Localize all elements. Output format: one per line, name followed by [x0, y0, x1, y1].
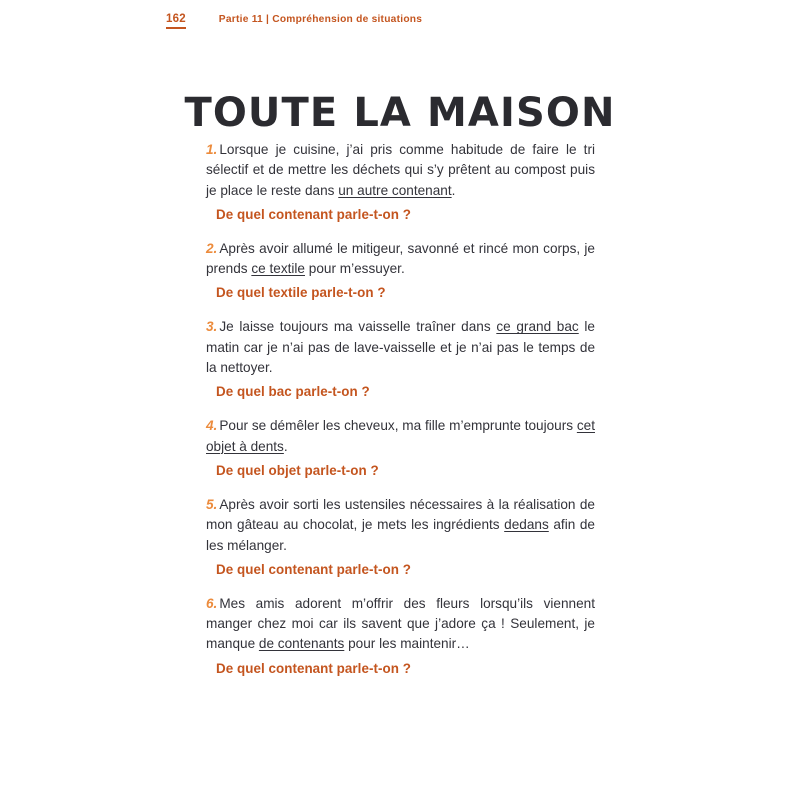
exercise-statement [206, 239, 595, 280]
statement-blank: un autre contenant [338, 182, 452, 198]
statement-text-before: Pour se démêler les cheveux, ma fille m’emprunte toujours [219, 418, 577, 434]
exercise-number: 1. [206, 142, 218, 157]
statement-blank: cet objet à dents [206, 418, 595, 454]
section-label: Partie 11 | Compréhension de situations [218, 14, 423, 25]
exercise-number: 3. [206, 319, 218, 335]
exercise-number: 2. [206, 240, 218, 256]
running-header [166, 14, 422, 29]
exercise-item [206, 140, 595, 224]
statement-text-after: pour m’essuyer. [305, 261, 405, 277]
statement-text-after: pour les maintenir… [344, 636, 470, 652]
exercise-prompt: De quel contenant parle-t-on ? [216, 206, 411, 222]
statement-text-after: le matin car je n’ai pas de lave-vaisselle et je n’ai pas le temps de la nettoyer. [206, 319, 595, 376]
page-title: TOUTE LA MAISON [184, 89, 616, 136]
statement-text-before: Lorsque je cuisine, j’ai pris comme habitude de faire le tri sélectif et de mettre les déchets qui s’y prêtent au compost puis je place le reste dans [206, 142, 595, 198]
exercise-number: 5. [206, 496, 218, 512]
exercise-statement [206, 140, 595, 201]
statement-text-after: . [283, 438, 288, 454]
exercise-prompt: De quel bac parle-t-on ? [216, 384, 370, 400]
statement-text-before: Mes amis adorent m’offrir des fleurs lorsqu’ils viennent manger chez moi car ils savent que j’adore ça ! Seulement, je manque [206, 595, 595, 652]
exercise-list [206, 140, 595, 693]
exercise-item [206, 594, 595, 678]
statement-text-before: Après avoir sorti les ustensiles nécessaires à la réalisation de mon gâteau au chocolat, je mets les ingrédients [206, 496, 595, 533]
exercise-number: 6. [206, 595, 218, 611]
statement-text-before: Après avoir allumé le mitigeur, savonné et rincé mon corps, je prends [206, 240, 595, 277]
exercise-statement [206, 594, 595, 655]
exercise-item [206, 317, 595, 401]
exercise-prompt: De quel textile parle-t-on ? [216, 285, 386, 301]
exercise-item [206, 416, 595, 480]
exercise-statement [206, 495, 595, 556]
statement-text-before: Je laisse toujours ma vaisselle traîner dans [219, 319, 497, 335]
exercise-item [206, 495, 595, 579]
statement-text-after: afin de les mélanger. [206, 517, 595, 553]
exercise-statement [206, 416, 595, 457]
exercise-statement [206, 317, 595, 378]
page-number: 162 [166, 14, 186, 29]
statement-blank: de contenants [258, 636, 345, 652]
statement-blank: ce textile [251, 261, 305, 277]
exercise-number: 4. [206, 418, 218, 434]
exercise-item [206, 239, 595, 303]
statement-text-after: . [451, 182, 456, 198]
exercise-prompt: De quel objet parle-t-on ? [216, 462, 379, 478]
statement-blank: dedans [504, 517, 549, 533]
exercise-prompt: De quel contenant parle-t-on ? [216, 561, 411, 577]
statement-blank: ce grand bac [496, 319, 579, 335]
exercise-prompt: De quel contenant parle-t-on ? [216, 660, 411, 676]
